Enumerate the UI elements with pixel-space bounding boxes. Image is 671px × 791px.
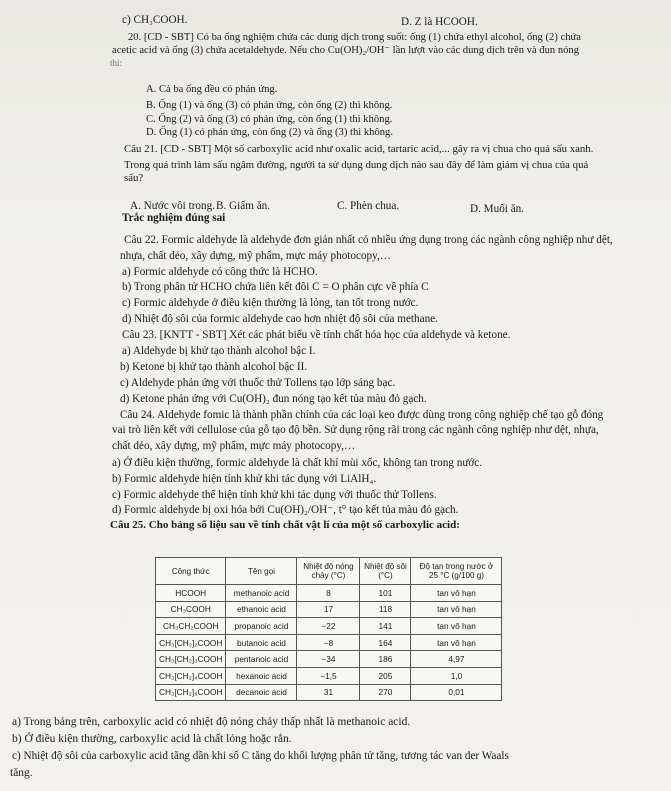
table-cell: CH₃COOH [156, 601, 226, 618]
q22-line-2: nhựa, chất dẻo, xây dựng, mỹ phẩm, mực máy photocopy,… [120, 250, 391, 262]
q23-statement-c: c) Aldehyde phản ứng với thuốc thử Tollens tạo lớp sáng bạc. [120, 377, 396, 389]
q22-statement-a: a) Formic aldehyde có công thức là HCHO. [122, 266, 318, 278]
table-cell: CH₃[CH₂]₃COOH [156, 651, 226, 668]
q20-option-a: A. Cả ba ống đều có phản ứng. [146, 84, 278, 95]
table-cell: decanoic acid [226, 684, 297, 701]
table-cell: 31 [297, 684, 360, 701]
table-cell: 17 [297, 601, 360, 618]
table-cell: ethanoic acid [226, 601, 297, 618]
q22-statement-d: d) Nhiệt độ sôi của formic aldehyde cao hơn nhiệt độ sôi của methane. [122, 313, 438, 325]
table-row [156, 667, 502, 684]
table-header-cell: Tên gọi [226, 558, 297, 585]
table-cell: 141 [360, 618, 411, 635]
table-cell: 8 [297, 585, 360, 602]
table-cell: 164 [360, 634, 411, 651]
q21-option-b: B. Giấm ăn. [216, 200, 271, 212]
table-cell: tan vô hạn [411, 585, 502, 602]
table-cell: −34 [297, 651, 360, 668]
table-cell: −8 [297, 634, 360, 651]
table-cell: CH₃[CH₂]₄COOH [156, 667, 226, 684]
q24-statement-a: a) Ở điều kiện thường, formic aldehyde là chất khí mùi xốc, không tan trong nước. [112, 457, 483, 469]
carboxylic-acid-table [155, 557, 502, 701]
table-cell: 4,97 [411, 651, 502, 668]
q24-statement-d: d) Formic aldehyde bị oxi hóa bởi Cu(OH)₂/OH⁻, t° tạo kết tủa màu đỏ gạch. [112, 504, 459, 516]
q22-statement-c: c) Formic aldehyde ở điều kiện thường là lỏng, tan tốt trong nước. [122, 297, 419, 309]
table-row [156, 684, 502, 701]
table-cell: tan vô hạn [411, 601, 502, 618]
q24-line-2: vai trò liên kết với cellulose của gỗ tạo độ bền. Sử dụng rộng rãi trong các ngành công nghiệp như dệt, nhựa, [112, 424, 599, 436]
table-cell: CH₃[CH₂]₂COOH [156, 634, 226, 651]
q23-statement-d: d) Ketone phản ứng với Cu(OH)₂ đun nóng tạo kết tủa màu đỏ gạch. [120, 393, 427, 405]
table-cell: hexanoic acid [226, 667, 297, 684]
q21-option-d: D. Muối ăn. [470, 203, 525, 215]
table-cell: CH₃[CH₂]₆COOH [156, 684, 226, 701]
q21-option-a: A. Nước vôi trong. [130, 200, 215, 212]
table-row [156, 601, 502, 618]
table-cell: pentanoic acid [226, 651, 297, 668]
q20-option-d: D. Ống (1) có phản ứng, còn ống (2) và ống (3) thì không. [146, 127, 393, 138]
table-cell: 1,0 [411, 667, 502, 684]
table-cell: CH₃CH₂COOH [156, 618, 226, 635]
q25-statement-a: a) Trong bảng trên, carboxylic acid có nhiệt độ nóng chảy thấp nhất là methanoic acid. [12, 716, 411, 728]
q19-option-c: c) CH₃COOH. [122, 14, 188, 26]
table-cell: −1,5 [297, 667, 360, 684]
q24-line-3: chất dẻo, xây dựng, mỹ phẩm, mực máy photocopy,… [112, 440, 356, 452]
q21-line-3: sấu? [124, 172, 144, 184]
q24-statement-b: b) Formic aldehyde hiện tính khử khi tác dụng với LiAlH₄. [112, 473, 377, 485]
table-row [156, 585, 502, 602]
table-cell: −22 [297, 618, 360, 635]
q25-statement-c-line-2: tăng. [10, 767, 33, 779]
table-cell: HCOOH [156, 585, 226, 602]
table-cell: 186 [360, 651, 411, 668]
q21-line-1: Câu 21. [CD - SBT] Một số carboxylic acid như oxalic acid, tartaric acid,... gây ra vị chua cho quả sấu xanh. [124, 143, 594, 155]
table-header-cell: Nhiệt độ nóng chảy (°C) [297, 558, 360, 585]
q21-line-2: Trong quá trình làm sấu ngâm đường, người ta sử dụng dung dịch nào sau đây để làm giảm vị chua của quả [124, 159, 589, 171]
q22-line-1: Câu 22. Formic aldehyde là aldehyde đơn giản nhất có nhiều ứng dụng trong các ngành công nghiệp như dệt, [124, 234, 613, 246]
q23-line-1: Câu 23. [KNTT - SBT] Xét các phát biểu về tính chất hóa học của aldehyde và ketone. [122, 329, 511, 341]
table-cell: 205 [360, 667, 411, 684]
q25-line-1: Câu 25. Cho bảng số liệu sau về tính chất vật lí của một số carboxylic acid: [110, 519, 460, 531]
table-header-cell: Độ tan trong nước ở 25 °C (g/100 g) [411, 558, 502, 585]
table-cell: 118 [360, 601, 411, 618]
table-row [156, 634, 502, 651]
q23-statement-a: a) Aldehyde bị khử tạo thành alcohol bậc I. [122, 345, 316, 357]
q24-statement-c: c) Formic aldehyde thể hiện tính khử khi tác dụng với thuốc thử Tollens. [112, 489, 437, 501]
table-header-row [156, 558, 502, 585]
q20-line-2: acetic acid và ống (3) chứa acetaldehyde. Nếu cho Cu(OH)₂/OH⁻ lần lượt vào các dung dịch trên và đun nóng [112, 45, 580, 56]
q20-option-b: B. Ống (1) và ống (3) có phản ứng, còn ống (2) thì không. [146, 100, 393, 111]
table-row [156, 651, 502, 668]
table-header-cell: Nhiệt độ sôi (°C) [360, 558, 411, 585]
q20-option-c: C. Ống (2) và ống (3) có phản ứng, còn ống (1) thì không. [146, 114, 393, 125]
q25-statement-c-line-1: c) Nhiệt độ sôi của carboxylic acid tăng dần khi số C tăng do khối lượng phân tử tăng, tương tác van der Waals [12, 750, 509, 762]
table-cell: tan vô hạn [411, 618, 502, 635]
table-header-cell: Công thức [156, 558, 226, 585]
q21-option-c: C. Phèn chua. [337, 200, 400, 212]
table-cell: methanoic acid [226, 585, 297, 602]
table-cell: 101 [360, 585, 411, 602]
q24-line-1: Câu 24. Aldehyde fomic là thành phần chính của các loại keo được dùng trong công nghiệp chế tạo gỗ đóng [120, 409, 604, 421]
q20-line-3: thì: [110, 58, 123, 68]
table-cell: butanoic acid [226, 634, 297, 651]
section-heading: Trắc nghiệm đúng sai [122, 212, 226, 224]
table-row [156, 618, 502, 635]
q20-line-1: 20. [CD - SBT] Có ba ống nghiệm chứa các dung dịch trong suốt: ống (1) chứa ethyl alcohol, ống (2) chứa [128, 32, 581, 43]
table-cell: 0,01 [411, 684, 502, 701]
table-cell: tan vô hạn [411, 634, 502, 651]
table-cell: 270 [360, 684, 411, 701]
table-cell: propanoic acid [226, 618, 297, 635]
q23-statement-b: b) Ketone bị khử tạo thành alcohol bậc II. [120, 361, 308, 373]
q22-statement-b: b) Trong phân tử HCHO chứa liên kết đôi C = O phân cực về phía C [122, 281, 429, 293]
q19-option-d: D. Z là HCOOH. [401, 16, 478, 28]
q25-statement-b: b) Ở điều kiện thường, carboxylic acid là chất lỏng hoặc rắn. [12, 733, 292, 745]
